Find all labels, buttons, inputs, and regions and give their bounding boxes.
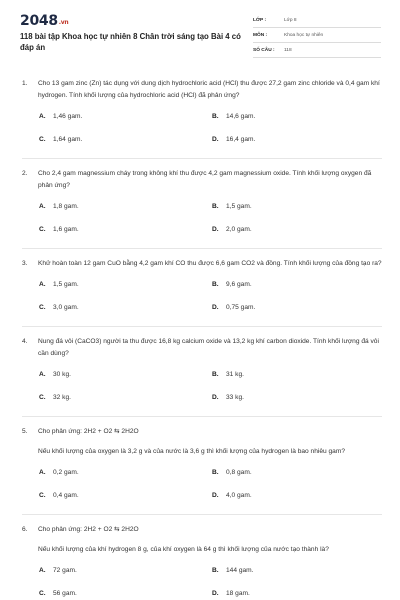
question-text: Cho 13 gam zinc (Zn) tác dụng với dung dịch hydrochloric acid (HCl) thu được 27,2 gam zinc chloride và 0,4 gam khí hydrogen. Tính khối lượng của hydrochloric acid (HCl) đã phản ứng? [38, 80, 380, 99]
answer-option-b[interactable] [212, 369, 385, 381]
answer-option-b[interactable] [212, 279, 385, 291]
option-letter: A. [39, 203, 46, 210]
answer-option-c[interactable] [39, 134, 212, 146]
option-letter: B. [212, 281, 219, 288]
option-text: 1,64 gam. [53, 136, 83, 143]
answer-option-c[interactable] [39, 392, 212, 404]
question-4 [22, 336, 382, 417]
answer-option-d[interactable] [212, 588, 385, 600]
logo-suffix: .vn [58, 19, 69, 26]
answer-option-a[interactable] [39, 369, 212, 381]
meta-row-count [253, 43, 381, 58]
answer-option-b[interactable] [212, 467, 385, 479]
question-text-row [22, 168, 382, 192]
answer-option-d[interactable] [212, 392, 385, 404]
question-1 [22, 78, 382, 159]
answer-options [22, 201, 382, 247]
answer-option-d[interactable] [212, 302, 385, 314]
option-text: 32 kg. [53, 394, 71, 401]
question-number: 2. [22, 170, 28, 177]
answer-option-a[interactable] [39, 201, 212, 213]
question-divider [22, 248, 382, 249]
option-text: 2,0 gam. [226, 226, 252, 233]
meta-value: Lớp 8 [284, 17, 297, 23]
option-letter: D. [212, 136, 219, 143]
option-text: 3,0 gam. [53, 304, 79, 311]
option-letter: C. [39, 590, 46, 597]
option-text: 1,5 gam. [53, 281, 79, 288]
site-logo[interactable] [20, 13, 68, 29]
answer-option-a[interactable] [39, 111, 212, 123]
question-text: Cho phản ứng: 2H2 + O2 ⇆ 2H2O [38, 526, 139, 533]
option-text: 30 kg. [53, 371, 71, 378]
option-text: 31 kg. [226, 371, 244, 378]
option-letter: B. [212, 567, 219, 574]
question-text: Cho phản ứng: 2H2 + O2 ⇆ 2H2O [38, 428, 139, 435]
option-text: 18 gam. [226, 590, 250, 597]
answer-option-d[interactable] [212, 224, 385, 236]
question-number: 5. [22, 428, 28, 435]
question-text-row [22, 524, 382, 536]
option-letter: B. [212, 371, 219, 378]
answer-options [22, 369, 382, 415]
answer-option-d[interactable] [212, 490, 385, 502]
answer-options [22, 467, 382, 513]
answer-option-a[interactable] [39, 279, 212, 291]
meta-key: SỐ CÂU : [253, 47, 275, 53]
meta-value: 118 [284, 47, 292, 53]
question-divider [22, 416, 382, 417]
option-letter: A. [39, 567, 46, 574]
question-2 [22, 168, 382, 249]
question-divider [22, 326, 382, 327]
question-subtext: Nếu khối lượng của oxygen là 3,2 g và của nước là 3,6 g thì khối lượng của hydrogen là bao nhiêu gam? [38, 448, 346, 455]
option-letter: D. [212, 590, 219, 597]
option-text: 1,8 gam. [53, 203, 79, 210]
answer-option-a[interactable] [39, 565, 212, 577]
option-letter: D. [212, 394, 219, 401]
question-text: Cho 2,4 gam magnessium cháy trong không khí thu được 4,2 gam magnessium oxide. Tính khối lượng oxygen đã phản ứng? [38, 170, 372, 189]
option-text: 9,6 gam. [226, 281, 252, 288]
question-text-row [22, 258, 382, 270]
question-3 [22, 258, 382, 327]
option-letter: A. [39, 371, 46, 378]
option-letter: C. [39, 226, 46, 233]
option-text: 0,2 gam. [53, 469, 79, 476]
question-number: 1. [22, 80, 28, 87]
answer-option-b[interactable] [212, 565, 385, 577]
option-letter: A. [39, 281, 46, 288]
option-text: 0,75 gam. [226, 304, 256, 311]
option-letter: C. [39, 492, 46, 499]
option-text: 14,6 gam. [226, 113, 256, 120]
question-divider [22, 514, 382, 515]
answer-option-b[interactable] [212, 111, 385, 123]
option-text: 4,0 gam. [226, 492, 252, 499]
option-letter: D. [212, 304, 219, 311]
option-letter: B. [212, 113, 219, 120]
document-title: 118 bài tập Khoa học tự nhiên 8 Chân trời sáng tạo Bài 4 có đáp án [20, 32, 241, 52]
meta-key: LỚP : [253, 17, 267, 23]
meta-key: MÔN : [253, 32, 268, 38]
question-list [22, 78, 382, 600]
option-letter: C. [39, 394, 46, 401]
meta-table [253, 13, 381, 58]
question-divider [22, 158, 382, 159]
question-number: 4. [22, 338, 28, 345]
question-text-row [22, 336, 382, 360]
option-text: 16,4 gam. [226, 136, 256, 143]
answer-option-a[interactable] [39, 467, 212, 479]
question-text: Khử hoàn toàn 12 gam CuO bằng 4,2 gam khí CO thu được 6,6 gam CO2 và đồng. Tính khối lượng của đồng tạo ra? [38, 260, 382, 267]
logo-main-text: 2048 [20, 13, 58, 29]
question-text: Nung đá vôi (CaCO3) người ta thu được 16,8 kg calcium oxide và 13,2 kg khí carbon dioxide. Tính khối lượng đá vôi cần dùng? [38, 338, 379, 357]
answer-option-c[interactable] [39, 588, 212, 600]
option-text: 1,6 gam. [53, 226, 79, 233]
option-letter: C. [39, 304, 46, 311]
question-5 [22, 426, 382, 515]
answer-option-b[interactable] [212, 201, 385, 213]
meta-value: Khoa học tự nhiên [284, 32, 324, 38]
answer-options [22, 565, 382, 600]
meta-row-class [253, 13, 381, 28]
answer-options [22, 279, 382, 325]
option-letter: D. [212, 492, 219, 499]
answer-option-c[interactable] [39, 224, 212, 236]
option-text: 56 gam. [53, 590, 77, 597]
option-letter: B. [212, 203, 219, 210]
option-letter: A. [39, 113, 46, 120]
document-header [0, 0, 400, 62]
option-letter: D. [212, 226, 219, 233]
answer-option-c[interactable] [39, 302, 212, 314]
option-text: 33 kg. [226, 394, 244, 401]
option-letter: B. [212, 469, 219, 476]
option-text: 1,5 gam. [226, 203, 252, 210]
question-number: 6. [22, 526, 28, 533]
option-letter: C. [39, 136, 46, 143]
question-6 [22, 524, 382, 600]
answer-options [22, 111, 382, 157]
meta-row-subject [253, 28, 381, 43]
question-subtext: Nếu khối lượng của khí hydrogen 8 g, của khí oxygen là 64 g thì khối lượng của nước tạo thành là? [38, 546, 329, 553]
answer-option-c[interactable] [39, 490, 212, 502]
question-text-row [22, 426, 382, 438]
option-text: 72 gam. [53, 567, 77, 574]
option-text: 144 gam. [226, 567, 254, 574]
question-number: 3. [22, 260, 28, 267]
answer-option-d[interactable] [212, 134, 385, 146]
question-text-row [22, 78, 382, 102]
option-text: 0,4 gam. [53, 492, 79, 499]
option-text: 0,8 gam. [226, 469, 252, 476]
option-letter: A. [39, 469, 46, 476]
option-text: 1,46 gam. [53, 113, 83, 120]
